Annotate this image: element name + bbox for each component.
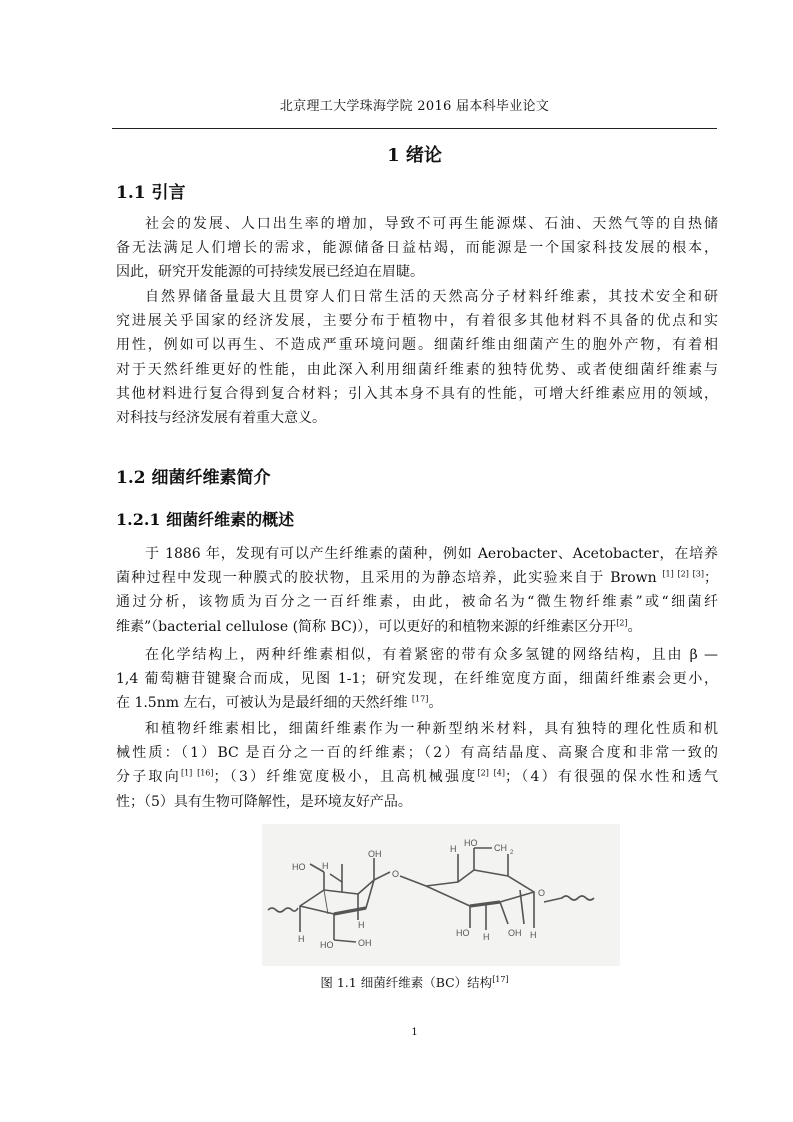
line-text: 在 1.5nm 左右，可被认为是最纤细的天然纤维 [116, 695, 412, 712]
line-text: 菌种过程中发现一种膜式的胶状物，且采用的为静态培养，此实验来自于 Brown [116, 570, 663, 587]
citation: [1] [16] [180, 768, 214, 778]
paragraph-line: 其他材料进行复合得到复合材料；引入其本身不具有的性能，可增大纤维素应用的领域， [116, 385, 718, 402]
paragraph-line [116, 566, 718, 590]
figure-caption [112, 973, 717, 991]
paragraph-line [116, 691, 718, 715]
atom-label: OH [358, 938, 372, 948]
paragraph-line: 在化学结构上，两种纤维素相似，有着紧密的带有众多氢键的网络结构，且由 β — [145, 647, 718, 663]
header-divider [112, 128, 717, 129]
chapter-title: 1 绪论 [387, 145, 442, 166]
page-number: 1 [411, 1027, 418, 1038]
atom-label: H [322, 861, 329, 871]
atom-label: 2 [510, 850, 514, 856]
section-heading-1-2-1: 1.2.1 细菌纤维素的概述 [116, 510, 295, 529]
paragraph-line: 械性质：（1）BC 是百分之一百的纤维素；（2）有高结晶度、高聚合度和非常一致的 [116, 745, 718, 762]
paragraph-line: 和植物纤维素相比，细菌纤维素作为一种新型纳米材料，具有独特的理化性质和机 [145, 721, 718, 737]
atom-label: H [450, 844, 457, 854]
atom-label: OH [508, 928, 522, 938]
paragraph-intro-2 [116, 285, 718, 430]
paragraph-line: 社会的发展、人口出生率的增加，导致不可再生能源煤、石油、天然气等的自热储 [145, 216, 718, 232]
paragraph-line: 通过分析，该物质为百分之一百纤维素，由此，被命名为“微生物纤维素”或“细菌纤 [116, 594, 718, 611]
atom-label: OH [368, 849, 382, 859]
bc-structure-figure [262, 824, 620, 966]
running-header: 北京理工大学珠海学院 2016 届本科毕业论文 [279, 99, 550, 114]
paragraph-overview-1 [116, 542, 718, 639]
paragraph-line: 性；（5）具有生物可降解性，是环境友好产品。 [116, 793, 412, 810]
citation: [2] [4] [477, 768, 505, 778]
line-text: 。 [428, 695, 443, 712]
paragraph-line: 对于天然纤维更好的性能，由此深入利用细菌纤维素的独特优势、或者使细菌纤维素与 [116, 361, 718, 378]
caption-text: 图 1.1 细菌纤维素（BC）结构 [320, 975, 493, 990]
paragraph-overview-3 [116, 717, 718, 814]
atom-label: CH [494, 843, 507, 853]
citation: [2] [616, 617, 628, 627]
atom-label: O [392, 869, 400, 879]
paragraph-line: 对科技与经济发展有着重大意义。 [116, 410, 326, 427]
line-text: 分子取向 [116, 769, 181, 786]
atom-label: H [530, 930, 537, 940]
atom-label: H [358, 920, 365, 930]
atom-label: HO [456, 928, 470, 938]
paragraph-line: 因此，研究开发能源的可持续发展已经迫在眉睫。 [116, 264, 424, 281]
atom-label: O [538, 888, 546, 898]
line-text: 维素”（bacterial cellulose (简称 BC)），可以更好的和植物来源的纤维素区分开 [116, 618, 617, 635]
paragraph-line [116, 765, 718, 789]
atom-label: H [298, 934, 305, 944]
citation: [17] [411, 694, 429, 704]
paragraph-line [116, 615, 718, 639]
line-text: ； [704, 570, 718, 587]
atom-label: HO [320, 940, 334, 950]
paragraph-intro-1 [116, 212, 718, 285]
section-heading-1-1: 1.1 引言 [116, 183, 186, 203]
line-text: 。 [627, 618, 642, 635]
atom-label: HO [464, 838, 478, 848]
paragraph-line: 自然界储备量最大且贯穿人们日常生活的天然高分子材料纤维素，其技术安全和研 [145, 289, 718, 305]
paragraph-line: 用性，例如可以再生、不造成严重环境问题。细菌纤维由细菌产生的胞外产物，有着相 [116, 337, 718, 354]
paragraph-line: 备无法满足人们增长的需求，能源储备日益枯竭，而能源是一个国家科技发展的根本， [116, 240, 718, 257]
paragraph-line: 究进展关乎国家的经济发展，主要分布于植物中，有着很多其他材料不具备的优点和实 [116, 313, 718, 330]
paragraph-line: 1,4 葡萄糖苷键聚合而成，见图 1-1；研究发现，在纤维宽度方面，细菌纤维素会更小， [116, 671, 718, 688]
atom-label: H [483, 932, 490, 942]
section-heading-1-2: 1.2 细菌纤维素简介 [116, 468, 271, 488]
atom-label: HO [292, 862, 306, 872]
paragraph-line: 于 1886 年，发现有可以产生纤维素的菌种，例如 Aerobacter、Acetobacter，在培养 [145, 546, 718, 562]
line-text: ；（4）有很强的保水性和透气 [504, 769, 719, 786]
paragraph-overview-2 [116, 643, 718, 716]
line-text: ；（3）纤维宽度极小，且高机械强度 [213, 769, 478, 786]
citation: [1] [2] [3] [662, 569, 704, 579]
citation: [17] [492, 974, 509, 984]
